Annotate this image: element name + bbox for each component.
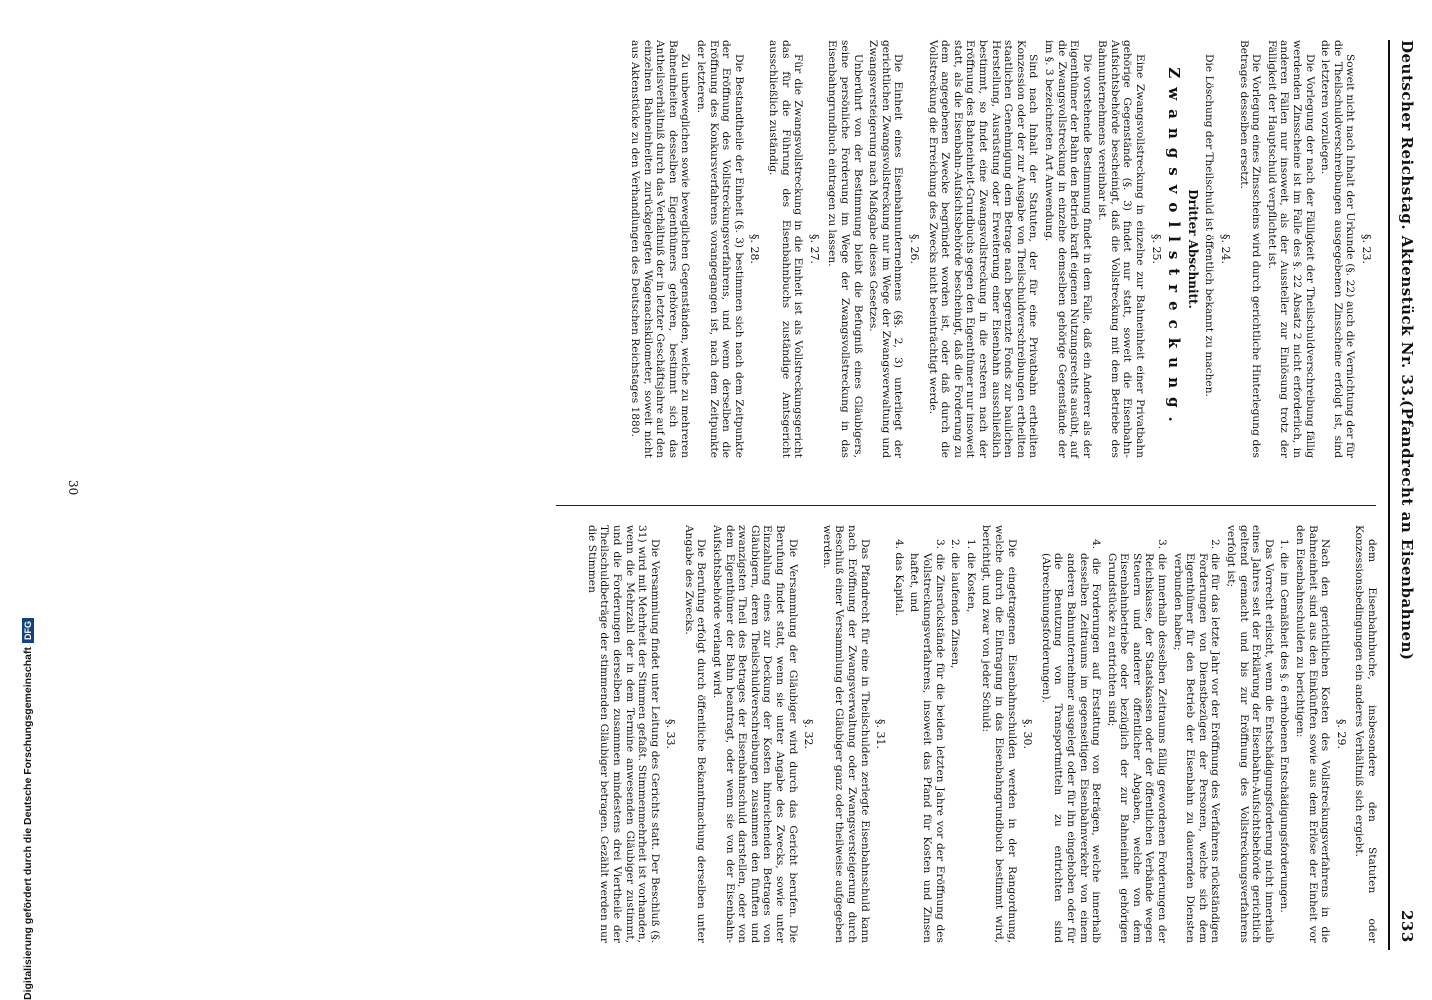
left-paragraph: Zu unbeweglichen sowie beweglichen Gegenständen, welche zu mehreren Bahneinheiten desselben Eigenthümers gehören, bestimmt sich das Antheilsverhältniß durch das Verhältniß der in letzter Geschäftsjahre auf den einzelnen Bahneinheiten zurückgelegten Wagenachskilometer, soweit nicht aus Aktenstücke zu den Verhandlungen des Deutschen Reichstages 1880.	[629, 40, 692, 458]
left-paragraph: Die Bestandtheile der Einheit (§. 3) bestimmen sich nach dem Zeitpunkte der Eröffnung des Vollstreckungsverfahrens, und wenn derselben die Eröffnung des Konkursverfahrens vorangegangen ist, nach dem Zeitpunkte der letzteren.	[695, 40, 745, 458]
left-column	[626, 40, 1378, 458]
right-list-item: 1. die im Gemäßheit des §. 6 erhobenen Entschädigungsforderungen.	[1278, 539, 1291, 913]
right-list-item: 2. die laufenden Zinsen,	[949, 539, 962, 669]
right-paragraph: Die eingetragenen Eisenbahnschulden werden in der Rangordnung, welche durch die Eintragung in das Eisenbahngrundbuch bestimmt wird, berichtigt, und zwar von jeder Schuld:	[980, 525, 1018, 943]
right-section-heading: §. 29.	[1334, 719, 1348, 749]
right-paragraph: dem Eisenbahnbuche, insbesondere den Statuten oder Konzessionsbedingungen ein anderes Verhältniß sich ergiebt.	[1353, 525, 1378, 943]
right-list-item: 1. die Kosten,	[964, 539, 977, 613]
digitization-footer	[0, 0, 34, 1000]
left-paragraph: Unberührt von der Bestimmung bleibt die Befugniß eines Gläubigers, seine persönliche Forderung im Wege der Zwangsvollstreckung in das Eisenbahngrundbuch eintragen zu lassen.	[826, 40, 864, 458]
left-paragraph: Die vorstehende Bestimmung findet in dem Falle, daß ein Anderer als der Eigenthümer der Bahn den Betrieb kraft eigenen Nutzungsrechts ausübt, auf die Zwangsvollstreckung in einzelne demselben gehörige Gegenstände der im §. 3 bezeichneten Art Anwendung.	[1042, 40, 1093, 458]
right-list-item: 4. das Kapital.	[892, 539, 905, 617]
footer-page-number: 30	[66, 480, 80, 496]
right-list-item: 4. die Forderungen auf Erstattung von Beträgen, welche innerhalb desselben Zeitraums im gegenseitigen Eisenbahnverkehr von einem anderen Bahnunternehmer ausgelegt oder für ihn eingehoben oder für die Benutzung von Transportmitteln zu entrichten sind (Abrechnungsforderungen).	[1039, 539, 1103, 943]
left-paragraph: Die Einheit eines Eisenbahnunternehmens (§§. 2, 3) unterliegt der gerichtlichen Zwangsvollstreckung nur im Wege der Zwangsverwaltung und Zwangsversteigerung nach Maßgabe dieses Gesetzes.	[867, 40, 905, 458]
left-section-heading: §. 26.	[908, 234, 921, 264]
left-section-heading: §. 23.	[1360, 234, 1373, 264]
right-list-item: 3. die innerhalb desselben Zeitraums fällig gewordenen Forderungen der Reichskasse, der Staatskassen oder der öffentlichen Verbände wegen Steuern und anderer öffentlicher Abgaben, welche von dem Eisenbahnbetriebe oder bezüglich der zur Bahneinheit gehörigen Grundstücke zu entrichten sind;	[1105, 539, 1169, 943]
left-chapter-heading: Dritter Abschnitt.	[1185, 189, 1200, 309]
right-list-item: 3. die Zinsrückstände für die beiden letzten Jahre vor der Eröffnung des Vollstreckungsverfahrens, insoweit das Pfand für Kosten und Zinsen haftet, und	[908, 539, 946, 943]
header-subject: (Pfandrecht an Eisenbahnen)	[1398, 400, 1416, 661]
left-paragraph: Die Vorlegung eines Zinsscheins wird durch gerichtliche Hinterlegung des Betrages desselben ersetzt.	[1237, 40, 1263, 458]
right-section-heading: §. 30.	[1021, 719, 1035, 749]
left-section-heading: §. 27.	[807, 234, 821, 264]
left-paragraph: Für die Zwangsvollstreckung in die Einheit ist als Vollstreckungsgericht das für die Führung des Eisenbahnbuchs zuständige Amtsgericht ausschließlich zuständig.	[767, 40, 805, 458]
left-paragraph: Die Löschung der Theilschuld ist öffentlich bekannt zu machen.	[1203, 54, 1216, 397]
left-section-heading: §. 28.	[748, 234, 762, 264]
header-page-number: 233	[1398, 910, 1416, 943]
left-paragraph: Sind nach Inhalt der Statuten, der für eine Privatbahn ertheilten Konzession oder der zur Ausgabe von Theilschuldverschreibungen ertheilten staatlichen Genehmigung dem Betrage nach begrenzte Fonds zur baulichen Herstellung, Ausrüstung oder Erweiterung einer Eisenbahn ausschließlich bestimmt, so findet eine Zwangsvollstreckung in die ersteren nach der Eröffnung des Bahneinheit-Grundbuchs gegen den Eigenthümer nur insoweit statt, als die Eisenbahn-Aufsichtsbehörde bescheinigt, daß die Forderung zu dem angegebenen Zwecke begründet worden ist, oder daß durch die Vollstreckung die Erreichung des Zwecks nicht beeinträchtigt werde.	[926, 40, 1040, 458]
right-paragraph: Das Vorrecht erlischt, wenn die Entschädigungsforderung nicht innerhalb eines Jahres seit der Erklärung der Eisenbahn-Aufsichtsbehörde gerichtlich geltend gemacht und bis zur Eröffnung des Vollstreckungsverfahrens verfolgt ist;	[1225, 525, 1275, 943]
right-paragraph: Die Versammlung der Gläubiger wird durch das Gericht berufen. Die Berufung findet statt, wenn sie unter Angabe des Zwecks, sowie unter Einzahlung eines zur Deckung der Kosten hinreichenden Betrages von Gläubigern, deren Theilschuldverschreibungen zusammen den fünften und zwanzigsten Theil des Betrages der Eisenbahnschuld darstellen, oder von dem Eigenthümer der Bahn beantragt, oder wenn sie von der Eisenbahn-Aufsichtsbehörde verlangt wird.	[711, 525, 799, 943]
right-list-item: 2. die für das letzte Jahr vor der Eröffnung des Verfahrens rückständigen Forderungen von Dienstbezügen der Personen, welche sich dem Eigenthümer für den Betrieb der Eisenbahn zu dauernden Diensten verbunden haben;	[1171, 539, 1222, 943]
right-paragraph: Nach den gerichtlichen Kosten des Vollstreckungsverfahrens in die Bahneinheit sind aus den Einkünften sowie aus dem Erlöse der Einheit vor den Eisenbahnschulden zu berichtigen:	[1294, 525, 1332, 943]
dfg-logo: DFG	[22, 618, 34, 643]
column-divider	[556, 505, 1376, 506]
left-paragraph: Soweit nicht nach Inhalt der Urkunde (§. 22) auch die Vernichtung der für die Theilschuldverschreibungen ausgegebenen Zinsscheine erfolgt ist, sind die letzteren vorzulegen.	[1319, 40, 1357, 458]
right-section-heading: §. 32.	[802, 719, 816, 749]
left-paragraph: Die Vorlegung der nach der Fälligkeit der Theilschuldverschreibung fällig werdenden Zinsscheine ist im Falle des §. 22 Absatz 2 nicht erforderlich, in anderen Fällen nur insoweit, als der Aussteller zur Einlösung trotz der Fälligkeit der Hauptschuld verpflichtet ist.	[1265, 40, 1316, 458]
right-section-heading: §. 31.	[874, 719, 888, 749]
right-paragraph: Das Pfandrecht für eine in Theilschulden zerlegte Eisenbahnschuld kann nach Eröffnung der Zwangsverwaltung oder Zwangsversteigerung durch Beschluß einer Versammlung der Gläubiger ganz oder theilweise aufgegeben werden.	[820, 525, 871, 943]
header-title: Deutscher Reichstag. Aktenstück Nr. 33.	[1398, 40, 1416, 403]
digitization-note: Digitalisierung gefördert durch die Deutsche Forschungsgemeinschaft	[22, 647, 34, 1000]
right-section-heading: §. 33.	[664, 719, 678, 749]
left-section-heading: §. 25.	[1149, 234, 1163, 264]
running-header	[1388, 40, 1420, 950]
left-section-heading: §. 24.	[1219, 234, 1233, 264]
right-column	[582, 525, 1378, 943]
right-paragraph: Die Versammlung findet unter Leitung des Gerichts statt. Der Beschluß (§. 31) wird mit Mehrheit der Stimmen gefaßt. Stimmenmehrheit ist vorhanden, wenn die Mehrzahl der in dem Termine anwesenden Gläubiger zustimmt, und die Forderungen derselben zusammen mindestens drei Viertheile der Theilschuldbeträge der stimmenden Gläubiger betragen. Gezählt werden nur die Stimmen	[585, 525, 661, 943]
right-paragraph: Die Berufung erfolgt durch öffentliche Bekanntmachung derselben unter Angabe des Zwecks.	[682, 525, 708, 943]
left-chapter-title: Zwangsvollstreckung.	[1165, 67, 1184, 431]
left-paragraph: Eine Zwangsvollstreckung in einzelne zur Bahneinheit einer Privatbahn gehörige Gegenstände (§. 3) findet nur statt, soweit die Eisenbahn-Aufsichtsbehörde bescheinigt, daß die Vollstreckung mit dem Betriebe des Bahnunternehmens vereinbar ist.	[1096, 40, 1147, 458]
